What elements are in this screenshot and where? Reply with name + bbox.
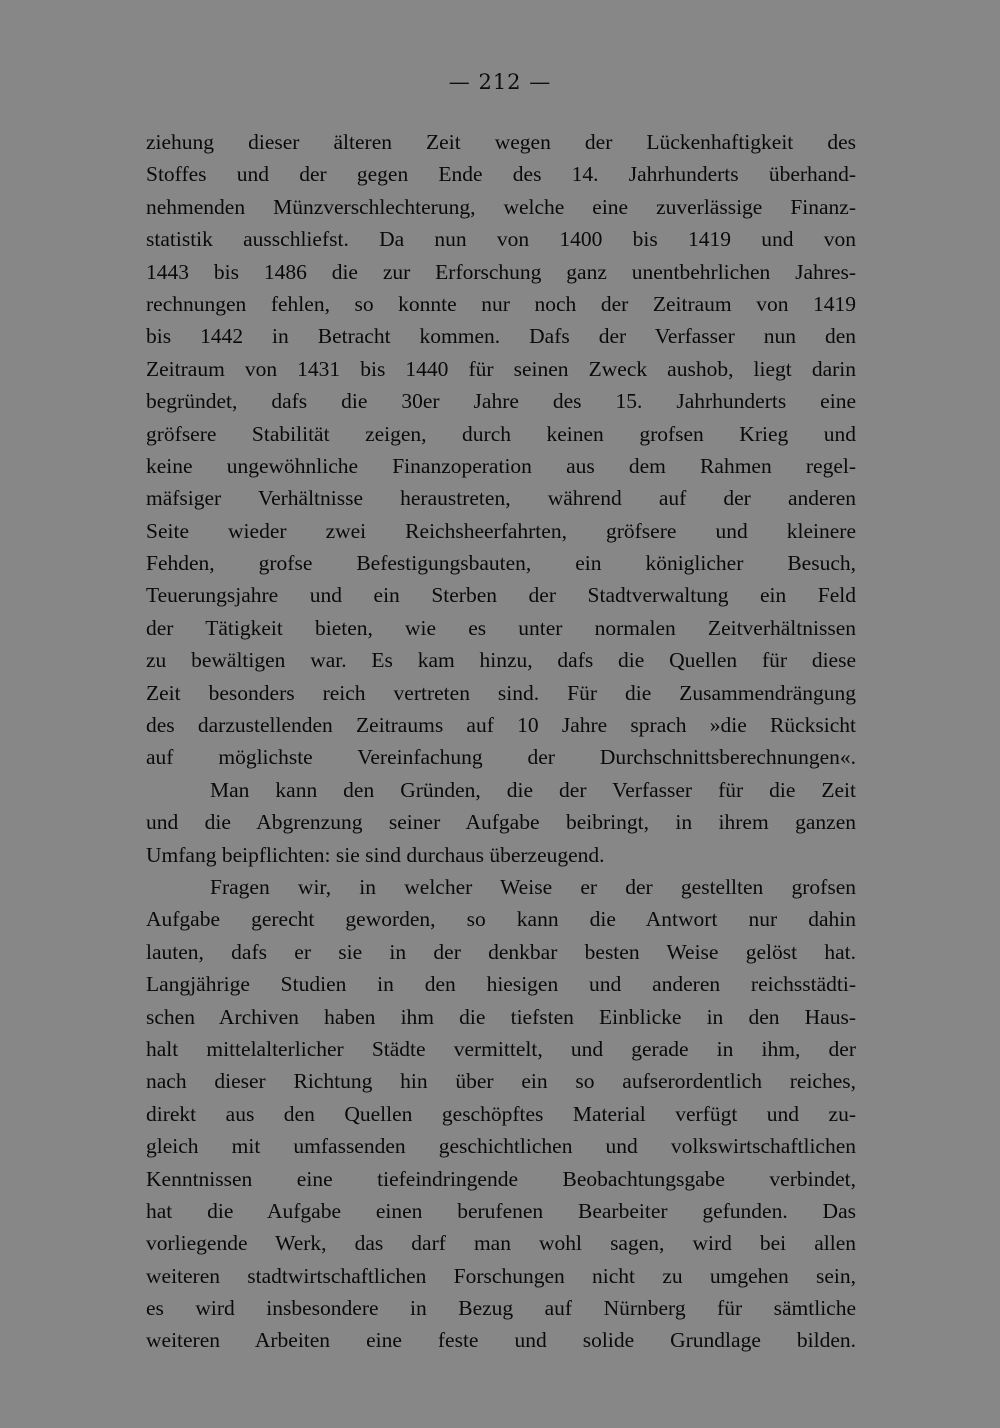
text-line: begründet, dafs die 30er Jahre des 15. Jahrhunderts eine: [146, 389, 856, 414]
text-line: Umfang beipflichten: sie sind durchaus überzeugend.: [146, 842, 605, 867]
text-line: Kenntnissen eine tiefeindringende Beobachtungsgabe verbindet,: [146, 1166, 856, 1191]
text-line: halt mittelalterlicher Städte vermittelt, und gerade in ihm, der: [146, 1036, 856, 1061]
text-line: der Tätigkeit bieten, wie es unter normalen Zeitverhältnissen: [146, 615, 856, 640]
text-line: 1443 bis 1486 die zur Erforschung ganz unentbehrlichen Jahres-: [146, 259, 856, 284]
text-line: Teuerungsjahre und ein Sterben der Stadtverwaltung ein Feld: [146, 583, 856, 608]
text-line: schen Archiven haben ihm die tiefsten Einblicke in den Haus-: [146, 1004, 856, 1029]
text-line: bis 1442 in Betracht kommen. Dafs der Verfasser nun den: [146, 324, 856, 349]
text-line: des darzustellenden Zeitraums auf 10 Jahre sprach »die Rücksicht: [146, 713, 856, 738]
text-line: Zeitraum von 1431 bis 1440 für seinen Zweck aushob, liegt darin: [146, 356, 856, 381]
text-line: es wird insbesondere in Bezug auf Nürnberg für sämtliche: [146, 1296, 856, 1321]
text-line: hat die Aufgabe einen berufenen Bearbeiter gefunden. Das: [146, 1198, 856, 1223]
text-line: nehmenden Münzverschlechterung, welche eine zuverlässige Finanz-: [146, 194, 856, 219]
text-line: auf möglichste Vereinfachung der Durchschnittsberechnungen«.: [146, 745, 856, 770]
text-line: weiteren stadtwirtschaftlichen Forschungen nicht zu umgehen sein,: [146, 1263, 856, 1288]
text-line: Aufgabe gerecht geworden, so kann die Antwort nur dahin: [146, 907, 856, 932]
text-line: gröfsere Stabilität zeigen, durch keinen grofsen Krieg und: [146, 421, 856, 446]
body-text: [146, 126, 856, 1357]
text-line: Seite wieder zwei Reichsheerfahrten, gröfsere und kleinere: [146, 518, 856, 543]
text-line: Fragen wir, in welcher Weise er der gestellten grofsen: [210, 874, 856, 899]
text-line: und die Abgrenzung seiner Aufgabe beibringt, in ihrem ganzen: [146, 810, 856, 835]
text-line: direkt aus den Quellen geschöpftes Material verfügt und zu-: [146, 1101, 856, 1126]
text-line: zu bewältigen war. Es kam hinzu, dafs die Quellen für diese: [146, 648, 856, 673]
text-line: ziehung dieser älteren Zeit wegen der Lückenhaftigkeit des: [146, 130, 856, 154]
text-line: lauten, dafs er sie in der denkbar besten Weise gelöst hat.: [146, 939, 856, 964]
text-line: statistik ausschliefst. Da nun von 1400 bis 1419 und von: [146, 227, 856, 252]
text-line: gleich mit umfassenden geschichtlichen und volkswirtschaftlichen: [146, 1134, 856, 1159]
text-line: rechnungen fehlen, so konnte nur noch der Zeitraum von 1419: [146, 291, 856, 316]
text-line: keine ungewöhnliche Finanzoperation aus dem Rahmen regel-: [146, 453, 856, 478]
text-line: vorliegende Werk, das darf man wohl sagen, wird bei allen: [146, 1231, 856, 1256]
text-line: Stoffes und der gegen Ende des 14. Jahrhunderts überhand-: [146, 162, 856, 187]
text-line: Fehden, grofse Befestigungsbauten, ein königlicher Besuch,: [146, 551, 856, 576]
text-line: Langjährige Studien in den hiesigen und anderen reichsstädti-: [146, 972, 856, 997]
text-line: Zeit besonders reich vertreten sind. Für die Zusammendrängung: [146, 680, 856, 705]
page-number: — 212 —: [448, 70, 552, 94]
text-line: nach dieser Richtung hin über ein so aufserordentlich reiches,: [146, 1069, 856, 1094]
text-line: weiteren Arbeiten eine feste und solide Grundlage bilden.: [146, 1328, 856, 1353]
text-line: mäfsiger Verhältnisse heraustreten, während auf der anderen: [146, 486, 856, 511]
text-line: Man kann den Gründen, die der Verfasser für die Zeit: [210, 777, 856, 802]
